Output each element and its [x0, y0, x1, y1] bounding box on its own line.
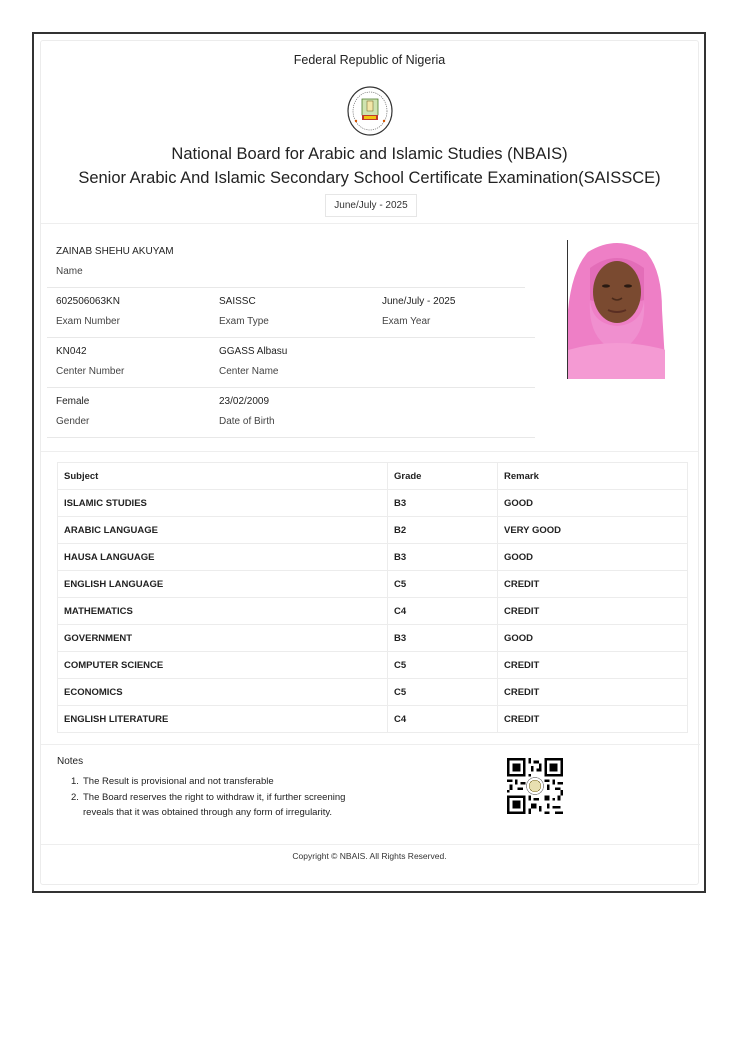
subject-cell: MATHEMATICS	[58, 598, 388, 625]
country-title: Federal Republic of Nigeria	[293, 53, 446, 67]
session-badge: June/July - 2025	[325, 194, 417, 217]
center-name: GGASS Albasu	[219, 346, 288, 357]
grade-cell: C5	[388, 679, 498, 706]
dob-label: Date of Birth	[219, 416, 275, 427]
remark-cell: CREDIT	[498, 679, 688, 706]
subject-cell: GOVERNMENT	[58, 625, 388, 652]
subject-cell: HAUSA LANGUAGE	[58, 544, 388, 571]
header-grade: Grade	[388, 463, 498, 490]
remark-cell: CREDIT	[498, 571, 688, 598]
results-table-container	[57, 462, 688, 733]
grade-cell: C4	[388, 598, 498, 625]
header-remark: Remark	[498, 463, 688, 490]
exam-year-label: Exam Year	[382, 316, 431, 327]
exam-number: 602506063KN	[56, 296, 120, 307]
portrait-icon	[568, 240, 665, 379]
note-item	[71, 790, 361, 821]
table-row	[58, 598, 688, 625]
table-row	[58, 706, 688, 733]
nbais-crest-icon	[346, 85, 394, 137]
table-row	[58, 652, 688, 679]
grade-cell: B2	[388, 517, 498, 544]
table-row	[58, 490, 688, 517]
note-text: The Board reserves the right to withdraw it, if further screening reveals that it was obtained through any form of irregularity.	[83, 791, 346, 818]
name-label: Name	[56, 266, 83, 277]
bio-row-name	[47, 238, 525, 288]
remark-cell: CREDIT	[498, 706, 688, 733]
table-row	[58, 679, 688, 706]
note-number: 2.	[71, 791, 79, 803]
result-header	[41, 41, 698, 224]
remark-cell: CREDIT	[498, 652, 688, 679]
remark-cell: GOOD	[498, 625, 688, 652]
table-row	[58, 625, 688, 652]
grade-cell: C5	[388, 571, 498, 598]
exam-title: Senior Arabic And Islamic Secondary School Certificate Examination(SAISSCE)	[78, 169, 661, 187]
bio-row-exam	[47, 288, 535, 338]
grade-cell: B3	[388, 625, 498, 652]
table-row	[58, 517, 688, 544]
subject-cell: COMPUTER SCIENCE	[58, 652, 388, 679]
header-subject: Subject	[58, 463, 388, 490]
grade-cell: C4	[388, 706, 498, 733]
candidate-bio	[41, 224, 698, 452]
remark-cell: GOOD	[498, 490, 688, 517]
date-of-birth: 23/02/2009	[219, 396, 270, 407]
grade-cell: B3	[388, 544, 498, 571]
remark-cell: GOOD	[498, 544, 688, 571]
note-number: 1.	[71, 776, 79, 787]
table-row	[58, 571, 688, 598]
result-card	[40, 40, 699, 885]
candidate-photo	[567, 240, 665, 379]
gender: Female	[56, 396, 90, 407]
exam-type-label: Exam Type	[219, 316, 269, 327]
remark-cell: VERY GOOD	[498, 517, 688, 544]
grade-cell: B3	[388, 490, 498, 517]
table-row	[58, 544, 688, 571]
gender-label: Gender	[56, 416, 90, 427]
grade-cell: C5	[388, 652, 498, 679]
results-header-row	[58, 463, 688, 490]
exam-year: June/July - 2025	[382, 296, 456, 307]
subject-cell: ENGLISH LITERATURE	[58, 706, 388, 733]
subject-cell: ARABIC LANGUAGE	[58, 517, 388, 544]
candidate-name: ZAINAB SHEHU AKUYAM	[56, 246, 174, 257]
remark-cell: CREDIT	[498, 598, 688, 625]
notes-list	[71, 774, 361, 821]
copyright-footer: Copyright © NBAIS. All Rights Reserved.	[292, 851, 447, 861]
exam-type: SAISSC	[219, 296, 256, 307]
verification-qr-code-icon	[507, 758, 563, 814]
results-table	[57, 462, 688, 733]
subject-cell: ISLAMIC STUDIES	[58, 490, 388, 517]
note-item	[71, 774, 361, 790]
notes-title: Notes	[57, 756, 84, 767]
notes-section	[41, 744, 700, 845]
bio-row-center	[47, 338, 535, 388]
center-number: KN042	[56, 346, 87, 357]
center-number-label: Center Number	[56, 366, 125, 377]
board-name: National Board for Arabic and Islamic Studies (NBAIS)	[171, 145, 568, 163]
subject-cell: ENGLISH LANGUAGE	[58, 571, 388, 598]
document-frame	[32, 32, 706, 893]
subject-cell: ECONOMICS	[58, 679, 388, 706]
center-name-label: Center Name	[219, 366, 279, 377]
exam-number-label: Exam Number	[56, 316, 120, 327]
bio-row-personal	[47, 388, 535, 438]
note-text: The Result is provisional and not transferable	[83, 776, 274, 787]
